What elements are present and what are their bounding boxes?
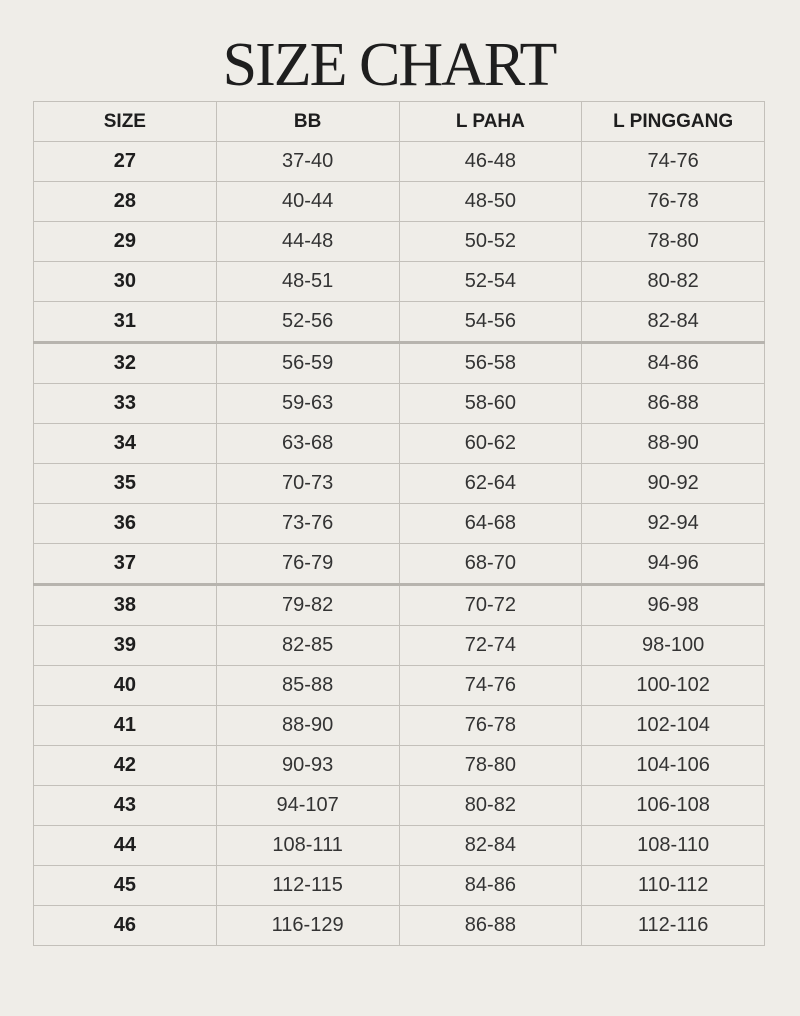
l-pinggang-cell: 74-76 — [582, 142, 765, 182]
l-pinggang-cell: 98-100 — [582, 626, 765, 666]
table-row — [34, 302, 765, 343]
table-row — [34, 182, 765, 222]
size-cell: 39 — [34, 626, 217, 666]
l-pinggang-cell: 104-106 — [582, 746, 765, 786]
size-cell: 30 — [34, 262, 217, 302]
column-header-size: SIZE — [34, 102, 217, 142]
l-paha-cell: 58-60 — [399, 384, 582, 424]
column-header-bb: BB — [216, 102, 399, 142]
bb-cell: 94-107 — [216, 786, 399, 826]
table-row — [34, 504, 765, 544]
size-chart-table — [33, 101, 765, 946]
bb-cell: 108-111 — [216, 826, 399, 866]
l-pinggang-cell: 90-92 — [582, 464, 765, 504]
l-paha-cell: 80-82 — [399, 786, 582, 826]
size-cell: 29 — [34, 222, 217, 262]
table-row — [34, 706, 765, 746]
bb-cell: 88-90 — [216, 706, 399, 746]
l-pinggang-cell: 78-80 — [582, 222, 765, 262]
l-paha-cell: 84-86 — [399, 866, 582, 906]
table-row — [34, 786, 765, 826]
l-pinggang-cell: 80-82 — [582, 262, 765, 302]
l-pinggang-cell: 96-98 — [582, 585, 765, 626]
bb-cell: 82-85 — [216, 626, 399, 666]
table-row — [34, 384, 765, 424]
table-row — [34, 464, 765, 504]
bb-cell: 44-48 — [216, 222, 399, 262]
bb-cell: 48-51 — [216, 262, 399, 302]
column-header-l-paha: L PAHA — [399, 102, 582, 142]
bb-cell: 40-44 — [216, 182, 399, 222]
table-row — [34, 262, 765, 302]
l-pinggang-cell: 112-116 — [582, 906, 765, 946]
size-cell: 41 — [34, 706, 217, 746]
page-title: SIZE CHART — [222, 31, 556, 99]
table-row — [34, 343, 765, 384]
table-header-row — [34, 102, 765, 142]
l-pinggang-cell: 102-104 — [582, 706, 765, 746]
table-row — [34, 222, 765, 262]
l-pinggang-cell: 108-110 — [582, 826, 765, 866]
bb-cell: 37-40 — [216, 142, 399, 182]
l-paha-cell: 70-72 — [399, 585, 582, 626]
table-row — [34, 746, 765, 786]
l-paha-cell: 56-58 — [399, 343, 582, 384]
bb-cell: 90-93 — [216, 746, 399, 786]
size-cell: 35 — [34, 464, 217, 504]
l-pinggang-cell: 92-94 — [582, 504, 765, 544]
l-paha-cell: 60-62 — [399, 424, 582, 464]
size-cell: 40 — [34, 666, 217, 706]
table-row — [34, 585, 765, 626]
size-cell: 36 — [34, 504, 217, 544]
l-paha-cell: 82-84 — [399, 826, 582, 866]
bb-cell: 59-63 — [216, 384, 399, 424]
l-pinggang-cell: 110-112 — [582, 866, 765, 906]
l-paha-cell: 76-78 — [399, 706, 582, 746]
l-paha-cell: 50-52 — [399, 222, 582, 262]
l-paha-cell: 72-74 — [399, 626, 582, 666]
l-pinggang-cell: 106-108 — [582, 786, 765, 826]
bb-cell: 76-79 — [216, 544, 399, 585]
l-paha-cell: 74-76 — [399, 666, 582, 706]
bb-cell: 116-129 — [216, 906, 399, 946]
l-pinggang-cell: 84-86 — [582, 343, 765, 384]
bb-cell: 73-76 — [216, 504, 399, 544]
size-cell: 32 — [34, 343, 217, 384]
size-cell: 31 — [34, 302, 217, 343]
size-cell: 33 — [34, 384, 217, 424]
size-cell: 43 — [34, 786, 217, 826]
table-row — [34, 666, 765, 706]
l-paha-cell: 64-68 — [399, 504, 582, 544]
l-pinggang-cell: 100-102 — [582, 666, 765, 706]
table-row — [34, 906, 765, 946]
size-cell: 28 — [34, 182, 217, 222]
l-pinggang-cell: 88-90 — [582, 424, 765, 464]
l-paha-cell: 62-64 — [399, 464, 582, 504]
l-paha-cell: 86-88 — [399, 906, 582, 946]
bb-cell: 79-82 — [216, 585, 399, 626]
l-pinggang-cell: 76-78 — [582, 182, 765, 222]
table-row — [34, 626, 765, 666]
table-row — [34, 866, 765, 906]
table-row — [34, 826, 765, 866]
l-paha-cell: 52-54 — [399, 262, 582, 302]
bb-cell: 56-59 — [216, 343, 399, 384]
column-header-l-pinggang: L PINGGANG — [582, 102, 765, 142]
size-cell: 44 — [34, 826, 217, 866]
table-row — [34, 142, 765, 182]
bb-cell: 52-56 — [216, 302, 399, 343]
size-cell: 46 — [34, 906, 217, 946]
table-row — [34, 424, 765, 464]
l-paha-cell: 78-80 — [399, 746, 582, 786]
size-cell: 37 — [34, 544, 217, 585]
size-cell: 42 — [34, 746, 217, 786]
size-cell: 45 — [34, 866, 217, 906]
l-paha-cell: 68-70 — [399, 544, 582, 585]
size-cell: 27 — [34, 142, 217, 182]
bb-cell: 63-68 — [216, 424, 399, 464]
bb-cell: 85-88 — [216, 666, 399, 706]
l-paha-cell: 48-50 — [399, 182, 582, 222]
size-cell: 34 — [34, 424, 217, 464]
table-row — [34, 544, 765, 585]
l-paha-cell: 46-48 — [399, 142, 582, 182]
size-cell: 38 — [34, 585, 217, 626]
l-pinggang-cell: 86-88 — [582, 384, 765, 424]
l-pinggang-cell: 94-96 — [582, 544, 765, 585]
l-paha-cell: 54-56 — [399, 302, 582, 343]
l-pinggang-cell: 82-84 — [582, 302, 765, 343]
bb-cell: 112-115 — [216, 866, 399, 906]
bb-cell: 70-73 — [216, 464, 399, 504]
